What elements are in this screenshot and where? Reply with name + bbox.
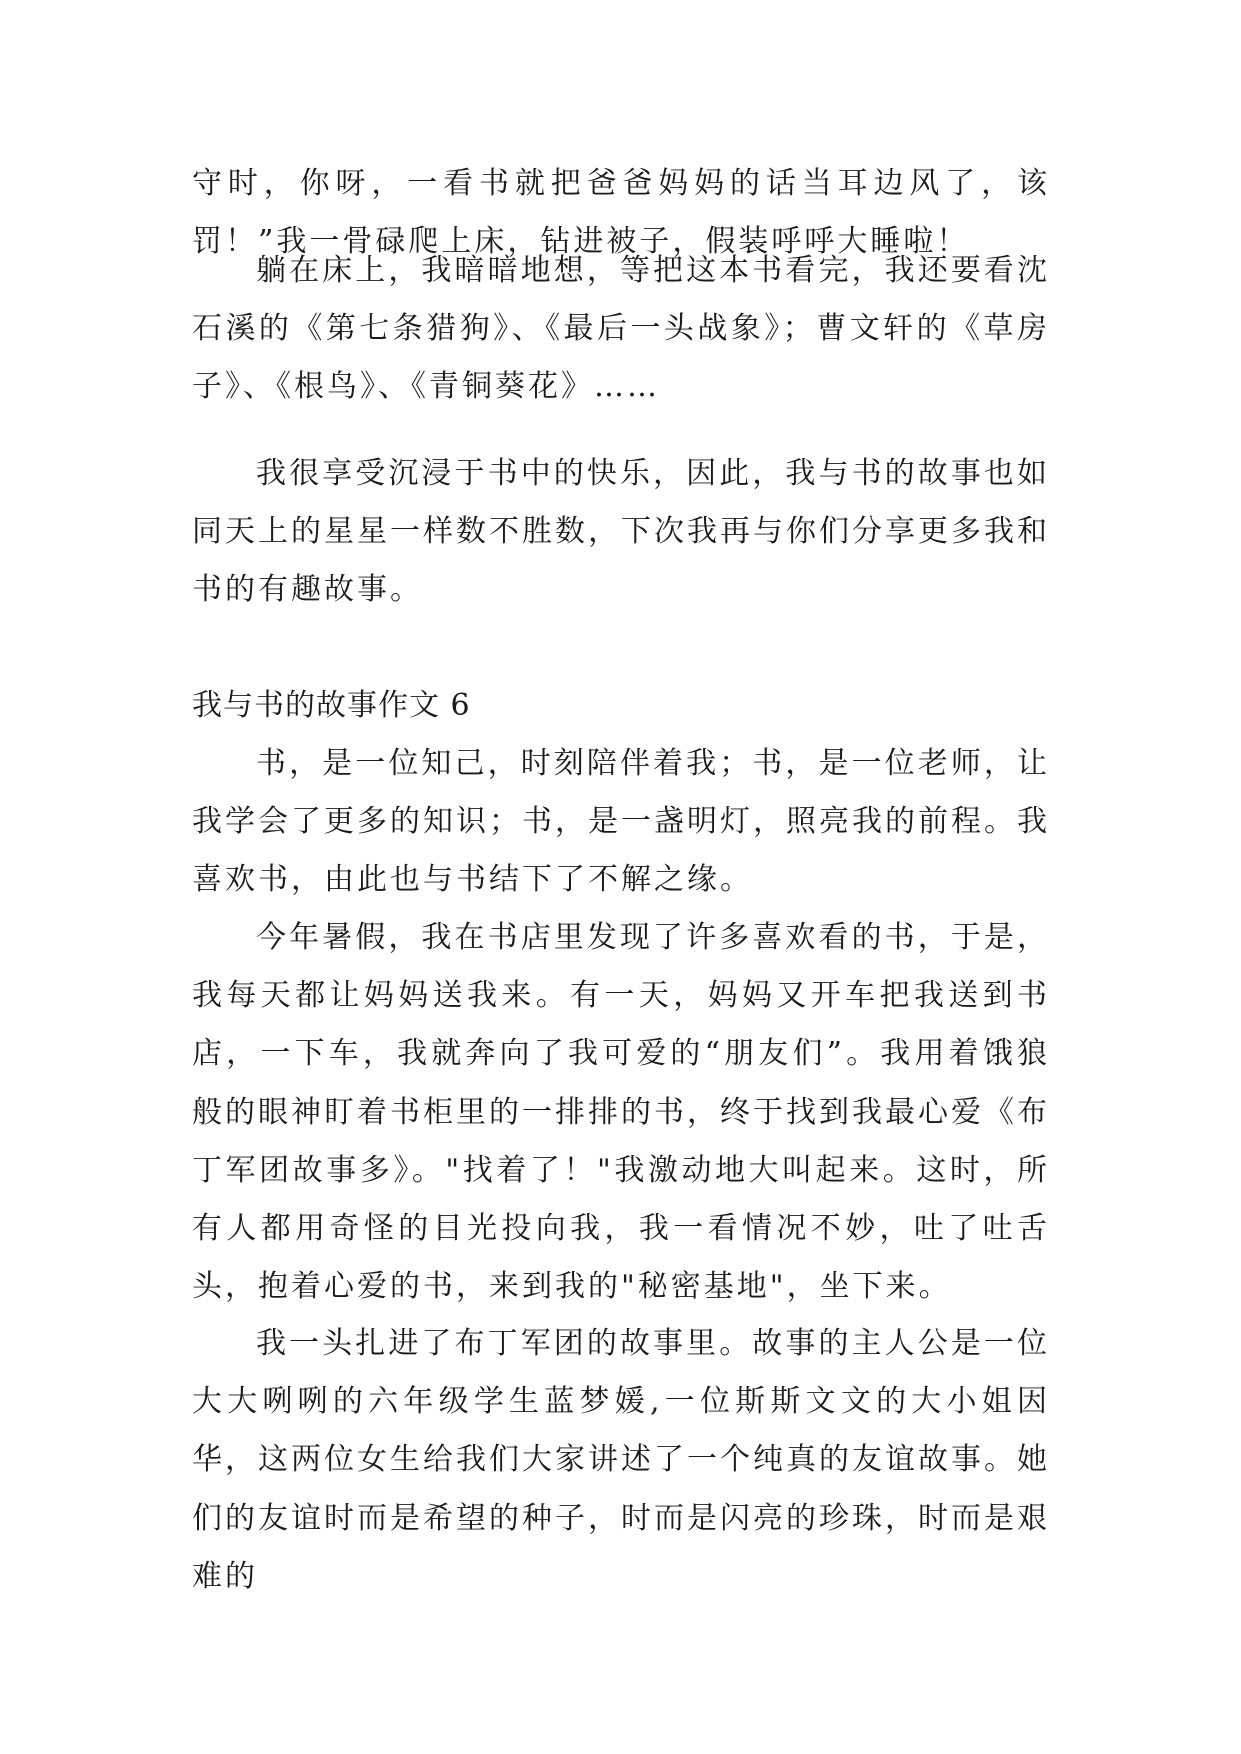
paragraph-summer: 今年暑假，我在书店里发现了许多喜欢看的书，于是，我每天都让妈妈送我来。有一天，妈妈又开车把我送到书店，一下车，我就奔向了我可爱的“朋友们”。我用着饿狼般的眼神盯着书柜里的一排排的书，终于找到我最心爱《布丁军团故事多》。"找着了！"我激动地大叫起来。这时，所有人都用奇怪的目光投向我，我一看情况不妙，吐了吐舌头，抱着心爱的书，来到我的"秘密基地"，坐下来。 — [192, 920, 1050, 1305]
paragraph-book-is: 书，是一位知己，时刻陪伴着我；书，是一位老师，让我学会了更多的知识；书，是一盏明灯，照亮我的前程。我喜欢书，由此也与书结下了不解之缘。 — [192, 746, 1050, 898]
paragraph-enjoy-reading: 我很享受沉浸于书中的快乐，因此，我与书的故事也如同天上的星星一样数不胜数，下次我再与你们分享更多我和书的有趣故事。 — [192, 456, 1050, 608]
paragraph-story: 我一头扎进了布丁军团的故事里。故事的主人公是一位大大咧咧的六年级学生蓝梦媛,一位斯斯文文的大小姐因华，这两位女生给我们大家讲述了一个纯真的友谊故事。她们的友谊时而是希望的种子，时而是闪亮的珍珠，时而是艰难的 — [192, 1326, 1050, 1594]
paragraph-books-to-read: 躺在床上，我暗暗地想，等把这本书看完，我还要看沈石溪的《第七条猎狗》、《最后一头战象》；曹文轩的《草房子》、《根鸟》、《青铜葵花》…… — [192, 253, 1050, 405]
essay-title: 我与书的故事作文 6 — [192, 688, 471, 723]
paragraph-continued: 守时，你呀，一看书就把爸爸妈妈的话当耳边风了，该罚！”我一骨碌爬上床，钻进被子，假装呼呼大睡啦！ — [192, 166, 1050, 260]
